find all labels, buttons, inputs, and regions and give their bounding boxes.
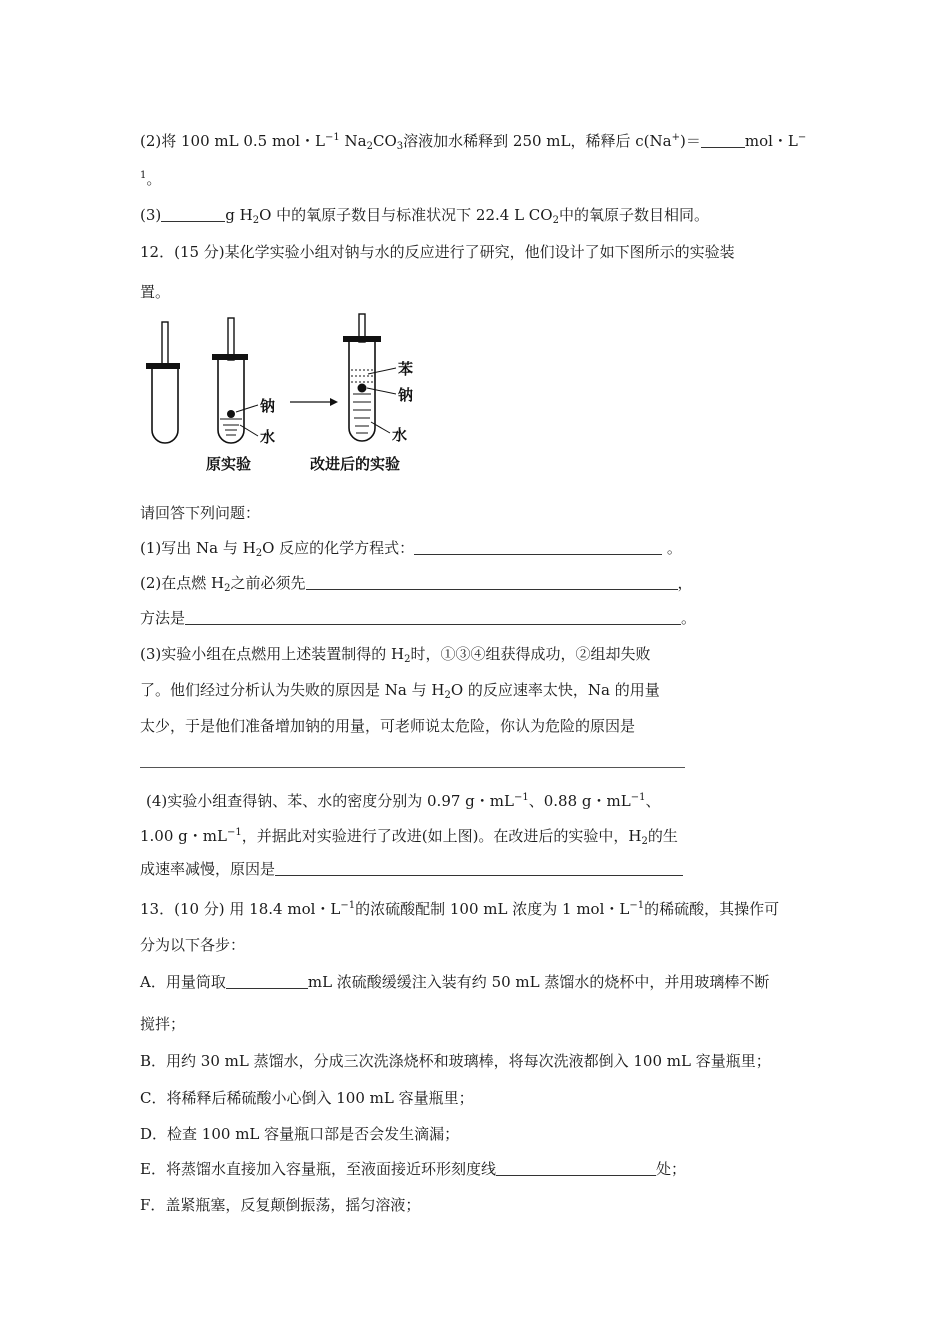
q12-part2-line1: (2)在点燃 $H_2$之前必须先 ，	[140, 574, 693, 594]
q12-prompt: 请回答下列问题：	[140, 504, 261, 522]
answer-blank[interactable]	[414, 540, 662, 555]
answer-blank[interactable]	[275, 861, 683, 876]
q12-intro-line2: 置。	[140, 283, 171, 301]
q12-part4-line1: (4)实验小组查得钠、苯、水的密度分别为 0.97 g・$mL^{-1}$、0.88 g・$mL^{-1}$、	[146, 792, 661, 810]
original-test-tube	[212, 318, 275, 446]
q13-step-a-line2: 搅拌；	[140, 1015, 186, 1033]
sodium-piece	[227, 410, 235, 418]
q11-part2-line1: (2)将 100 mL 0.5 mol・$L^{-1}$ $Na_2CO_3$溶液加水稀释到 250 mL，稀释后 c(Na+)＝ mol・L−	[140, 132, 807, 152]
caption-original: 原实验	[206, 455, 252, 473]
answer-blank[interactable]	[701, 133, 745, 148]
q12-part1: (1)写出 Na 与 $H_2O$ 反应的化学方程式： 。	[140, 539, 682, 559]
q13-intro-line1: 13．(10 分) 用 18.4 mol・$L^{-1}$的浓硫酸配制 100 mL 浓度为 1 mol・$L^{-1}$的稀硫酸，其操作可	[140, 900, 780, 918]
answer-blank[interactable]	[496, 1161, 656, 1176]
q12-intro-line1: 12．(15 分)某化学实验小组对钠与水的反应进行了研究，他们设计了如下图所示的实验装	[140, 243, 735, 261]
q12-part2-line2: 方法是 。	[140, 609, 697, 627]
answer-line[interactable]	[140, 767, 685, 768]
label-water: 水	[392, 426, 408, 444]
q13-step-f: F．盖紧瓶塞，反复颠倒振荡，摇匀溶液；	[140, 1196, 421, 1214]
empty-test-tube	[146, 322, 180, 443]
answer-blank[interactable]	[161, 207, 225, 222]
answer-blank[interactable]	[306, 575, 678, 590]
answer-blank[interactable]	[226, 974, 308, 989]
improved-test-tube	[343, 314, 413, 444]
q13-step-d: D．检查 100 mL 容量瓶口部是否会发生滴漏；	[140, 1125, 460, 1143]
q12-part3-line2: 了。他们经过分析认为失败的原因是 Na 与 $H_2O$ 的反应速率太快，Na 的用量	[140, 681, 660, 701]
answer-blank[interactable]	[185, 610, 681, 625]
q13-step-c: C．将稀释后稀硫酸小心倒入 100 mL 容量瓶里；	[140, 1089, 474, 1107]
q12-part4-line2: 1.00 g・$mL^{-1}$，并据此对实验进行了改进(如上图)。在改进后的实验中，$H_2$的生	[140, 827, 678, 847]
apparatus-figure	[140, 312, 440, 477]
q13-intro-line2: 分为以下各步：	[140, 936, 246, 954]
q11-part3: (3) g $H_2O$ 中的氧原子数目与标准状况下 22.4 L $CO_2$中的氧原子数目相同。	[140, 206, 709, 226]
label-benzene: 苯	[398, 360, 414, 378]
q12-part3-line3: 太少，于是他们准备增加钠的用量，可老师说太危险，你认为危险的原因是	[140, 717, 636, 735]
q13-step-b: B．用约 30 mL 蒸馏水，分成三次洗涤烧杯和玻璃棒，将每次洗液都倒入 100 mL 容量瓶里；	[140, 1052, 771, 1070]
caption-improved: 改进后的实验	[310, 455, 401, 473]
q12-part3-line1: (3)实验小组在点燃用上述装置制得的 $H_2$时，①③④组获得成功，②组却失败	[140, 645, 651, 665]
sodium-piece	[358, 384, 367, 393]
arrow-icon	[290, 398, 338, 406]
label-sodium: 钠	[260, 397, 276, 415]
q13-step-a: A．用量筒取 mL 浓硫酸缓缓注入装有约 50 mL 蒸馏水的烧杯中，并用玻璃棒不断	[140, 973, 770, 991]
label-water: 水	[260, 428, 276, 446]
q13-step-e: E．将蒸馏水直接加入容量瓶，至液面接近环形刻度线 处；	[140, 1160, 686, 1178]
label-sodium: 钠	[398, 386, 414, 404]
q12-part4-line3: 成速率减慢，原因是	[140, 859, 683, 879]
q11-part2-line2: $^1$。	[140, 170, 162, 188]
